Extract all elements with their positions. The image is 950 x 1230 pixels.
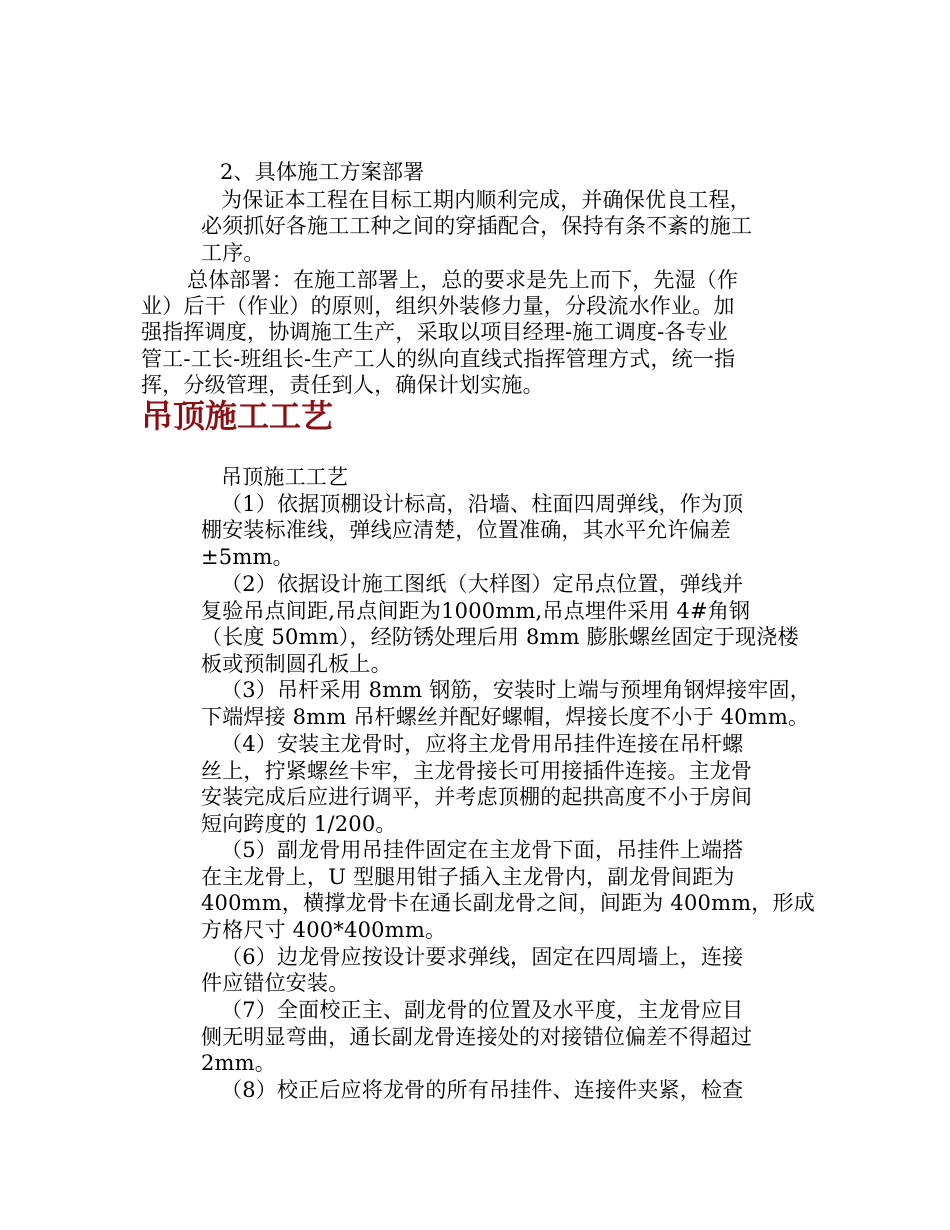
paragraph-line: 下端焊接 8mm 吊杆螺丝并配好螺帽，焊接长度不小于 40mm。 [201,705,810,729]
paragraph-line: 板或预制圆孔板上。 [201,652,392,676]
paragraph-line: （3）吊杆采用 8mm 钢筋，安装时上端与预埋角钢焊接牢固， [221,678,811,702]
paragraph-line: 丝上，拧紧螺丝卡牢，主龙骨接长可用接插件连接。主龙骨 [201,759,753,783]
paragraph-line: （1）依据顶棚设计标高，沿墙、柱面四周弹线，作为顶 [221,492,744,516]
paragraph-line: 短向跨度的 1/200。 [201,812,397,836]
paragraph-line: 强指挥调度，协调施工生产，采取以项目经理-施工调度-各专业 [141,320,728,344]
paragraph-line: 挥，分级管理，责任到人，确保计划实施。 [141,373,544,397]
paragraph-line: ±5mm。 [201,545,294,569]
section-heading: 吊顶施工工艺 [141,397,334,435]
paragraph-line: （4）安装主龙骨时，应将主龙骨用吊挂件连接在吊杆螺 [221,732,744,756]
paragraph-line: （6）边龙骨应按设计要求弹线，固定在四周墙上，连接 [221,945,744,969]
paragraph-line: 为保证本工程在目标工期内顺利完成，并确保优良工程， [221,188,751,212]
paragraph-line: 棚安装标准线，弹线应清楚，位置准确，其水平允许偏差 [201,518,731,542]
paragraph-line: 400mm，横撑龙骨卡在通长副龙骨之间，间距为 400mm，形成 [201,891,815,915]
section-title: 2、具体施工方案部署 [220,160,425,184]
paragraph-line: 必须抓好各施工工种之间的穿插配合，保持有条不紊的施工 [201,214,753,238]
paragraph-line: 2mm。 [201,1051,276,1075]
paragraph-line: 在主龙骨上，U 型腿用钳子插入主龙骨内，副龙骨间距为 [201,865,735,889]
paragraph-line: 件应错位安装。 [201,971,350,995]
paragraph-line: 方格尺寸 400*400mm。 [201,918,447,942]
paragraph-line: 总体部署：在施工部署上，总的要求是先上而下，先湿（作 [187,268,739,292]
paragraph-line: 侧无明显弯曲，通长副龙骨连接处的对接错位偏差不得超过 [201,1025,753,1049]
paragraph-line: （7）全面校正主、副龙骨的位置及水平度，主龙骨应目 [221,998,744,1022]
paragraph-line: 复验吊点间距,吊点间距为1000mm,吊点埋件采用 4#角钢 [201,599,751,623]
paragraph-line: 管工-工长-班组长-生产工人的纵向直线式指挥管理方式，统一指 [141,347,736,371]
paragraph-line: （8）校正后应将龙骨的所有吊挂件、连接件夹紧，检查 [221,1078,744,1102]
paragraph-line: 安装完成后应进行调平，并考虑顶棚的起拱高度不小于房间 [201,785,753,809]
paragraph-line: （2）依据设计施工图纸（大样图）定吊点位置，弹线并 [221,572,744,596]
paragraph-line: （长度 50mm），经防锈处理后用 8mm 膨胀螺丝固定于现浇楼 [201,625,799,649]
paragraph-line: 业）后干（作业）的原则，组织外装修力量，分段流水作业。加 [141,294,735,318]
section-subtitle: 吊顶施工工艺 [221,465,349,489]
paragraph-line: （5）副龙骨用吊挂件固定在主龙骨下面，吊挂件上端搭 [221,838,744,862]
paragraph-line: 工序。 [201,241,265,265]
